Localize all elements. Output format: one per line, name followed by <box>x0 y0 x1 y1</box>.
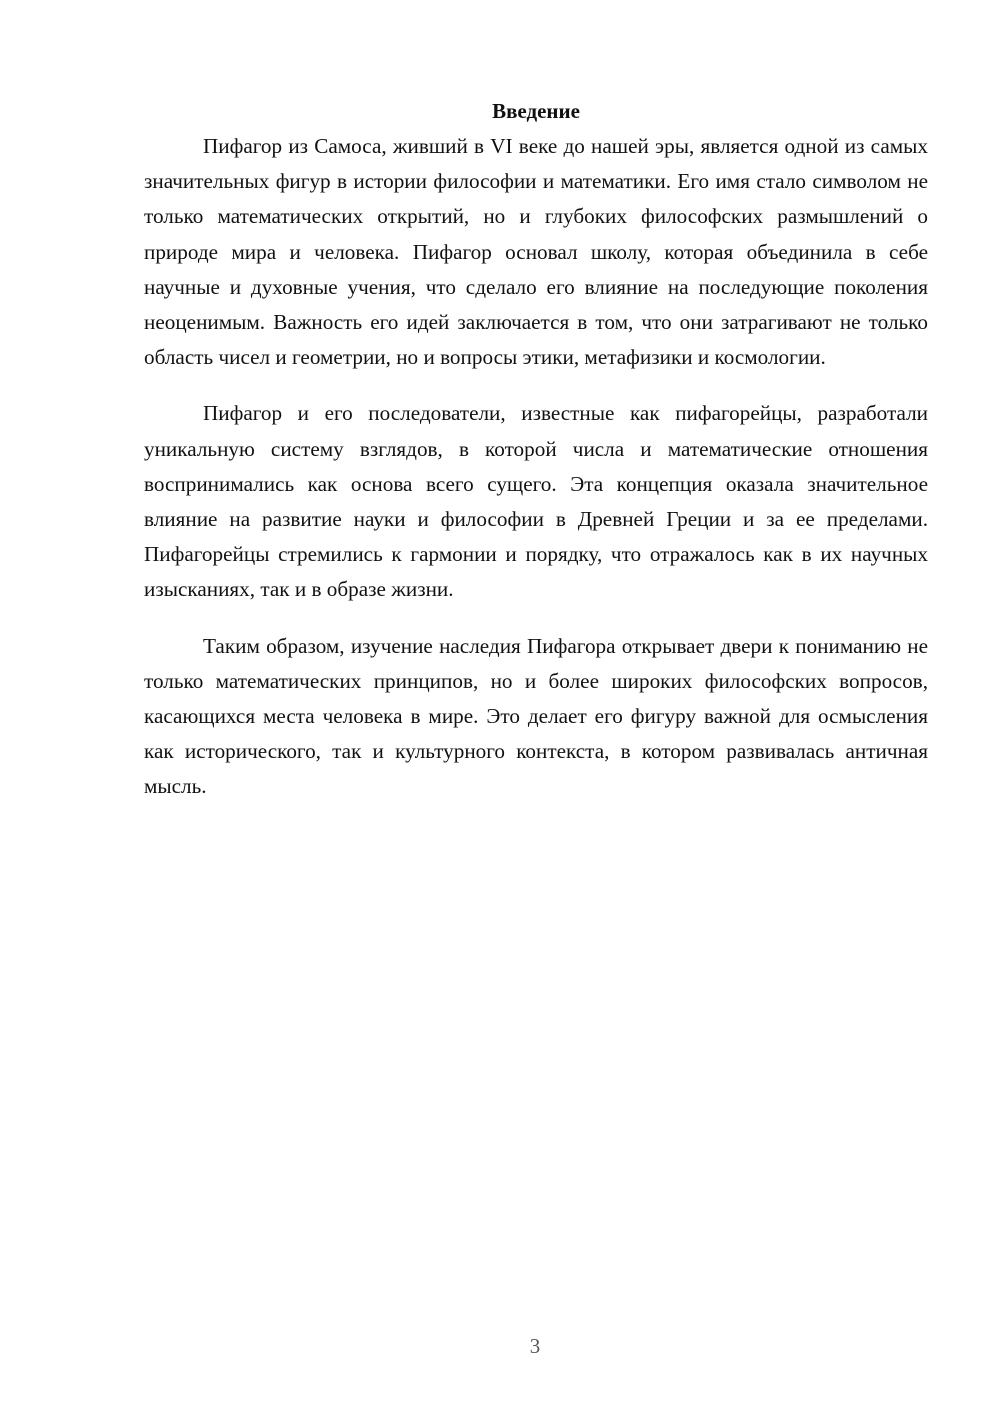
paragraph-2: Пифагор и его последователи, известные как пифагорейцы, разработали уникальную систему взглядов, в которой числа и математические отношения воспринимались как основа всего сущего. Эта концепция оказала значительное влияние на развитие науки и философии в Древней Греции и за ее пределами. Пифагорейцы стремились к гармонии и порядку, что отражалось как в их научных изысканиях, так и в образе жизни. <box>144 401 928 602</box>
paragraph-1: Пифагор из Самоса, живший в VI веке до нашей эры, является одной из самых значительных фигур в истории философии и математики. Его имя стало символом не только математических открытий, но и глубоких философских размышлений о природе мира и человека. Пифагор основал школу, которая объединила в себе научные и духовные учения, что сделало его влияние на последующие поколения неоценимым. Важность его идей заключается в том, что они затрагивают не только область чисел и геометрии, но и вопросы этики, метафизики и космологии. <box>144 134 928 370</box>
page-content <box>144 94 928 826</box>
paragraph-3: Таким образом, изучение наследия Пифагора открывает двери к пониманию не только математических принципов, но и более широких философских вопросов, касающихся места человека в мире. Это делает его фигуру важной для осмысления как исторического, так и культурного контекста, в котором развивалась античная мысль. <box>144 633 928 799</box>
section-heading: Введение <box>492 99 580 123</box>
page-number: 3 <box>529 1334 541 1358</box>
